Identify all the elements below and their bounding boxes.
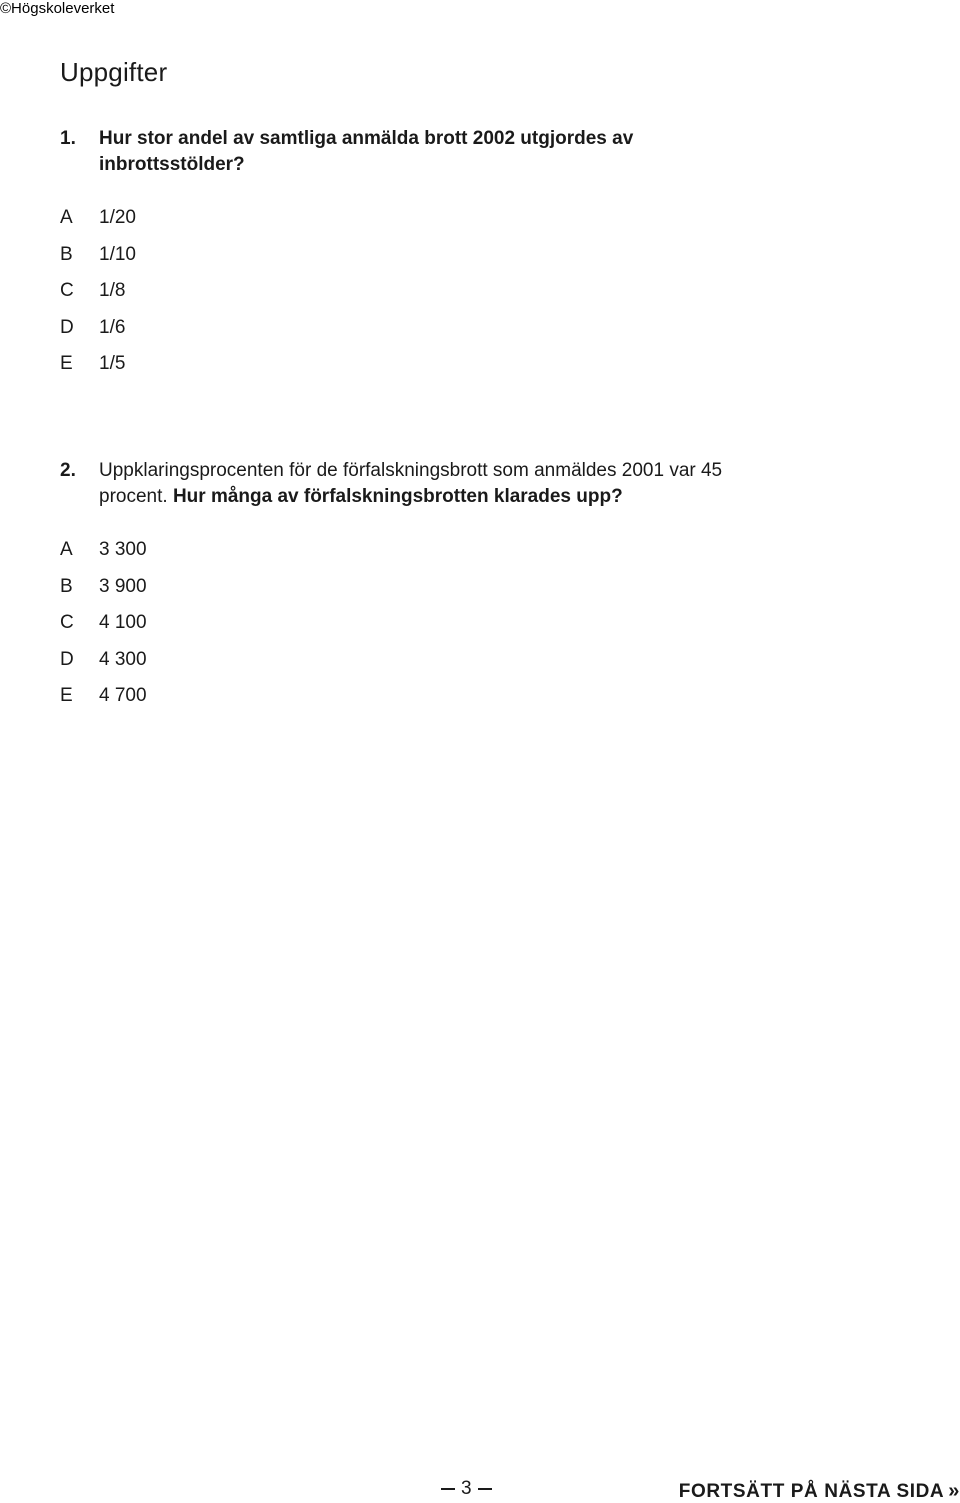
option-c — [60, 273, 136, 310]
option-letter: B — [60, 243, 73, 265]
option-e — [60, 346, 136, 383]
question-1-options — [60, 200, 136, 383]
option-value: 3 300 — [99, 539, 147, 560]
option-letter: C — [60, 612, 74, 633]
continue-notice — [679, 1480, 960, 1503]
question-text-plain: Uppklaringsprocenten för de förfalskningsbrott som anmäldes 2001 var 45 procent. — [99, 460, 723, 507]
option-letter: E — [60, 685, 73, 706]
option-value: 1/20 — [99, 207, 136, 228]
continue-label: FORTSÄTT PÅ NÄSTA SIDA — [678, 1481, 945, 1502]
option-letter: C — [60, 280, 74, 301]
question-2-options — [60, 532, 147, 715]
dash-left — [441, 1488, 455, 1490]
option-c — [60, 605, 147, 642]
option-letter: A — [60, 207, 73, 228]
page-title: Uppgifter — [60, 57, 168, 87]
option-value: 4 300 — [99, 648, 147, 670]
question-text: Hur stor andel av samtliga anmälda brott 2002 utgjordes av inbrottsstölder? — [99, 128, 634, 175]
question-2 — [60, 458, 760, 510]
option-b — [60, 569, 147, 606]
option-d — [60, 642, 147, 679]
question-number: 2. — [60, 460, 76, 481]
option-e — [60, 678, 147, 715]
option-d — [60, 310, 136, 347]
option-value: 4 700 — [99, 685, 147, 706]
question-number: 1. — [60, 128, 76, 149]
question-text-bold: Hur många av förfalskningsbrotten klarades upp? — [172, 486, 623, 507]
option-letter: D — [60, 648, 74, 670]
question-text — [99, 458, 760, 510]
option-letter: B — [60, 575, 73, 597]
option-a — [60, 200, 136, 237]
option-letter: E — [60, 353, 73, 374]
option-letter: D — [60, 316, 74, 338]
option-b — [60, 237, 136, 274]
option-value: 3 900 — [99, 575, 147, 597]
page-number-value: 3 — [461, 1478, 472, 1499]
question-1 — [60, 126, 740, 178]
option-value: 1/6 — [99, 316, 126, 338]
option-letter: A — [60, 539, 73, 560]
option-value: 1/8 — [99, 280, 126, 301]
option-a — [60, 532, 147, 569]
dash-right — [478, 1488, 492, 1490]
option-value: 1/10 — [99, 243, 136, 265]
page-number — [435, 1478, 498, 1500]
option-value: 4 100 — [99, 612, 147, 633]
double-chevron-right-icon: » — [948, 1480, 960, 1502]
copyright-notice: ©Högskoleverket — [0, 0, 115, 17]
option-value: 1/5 — [99, 353, 126, 374]
